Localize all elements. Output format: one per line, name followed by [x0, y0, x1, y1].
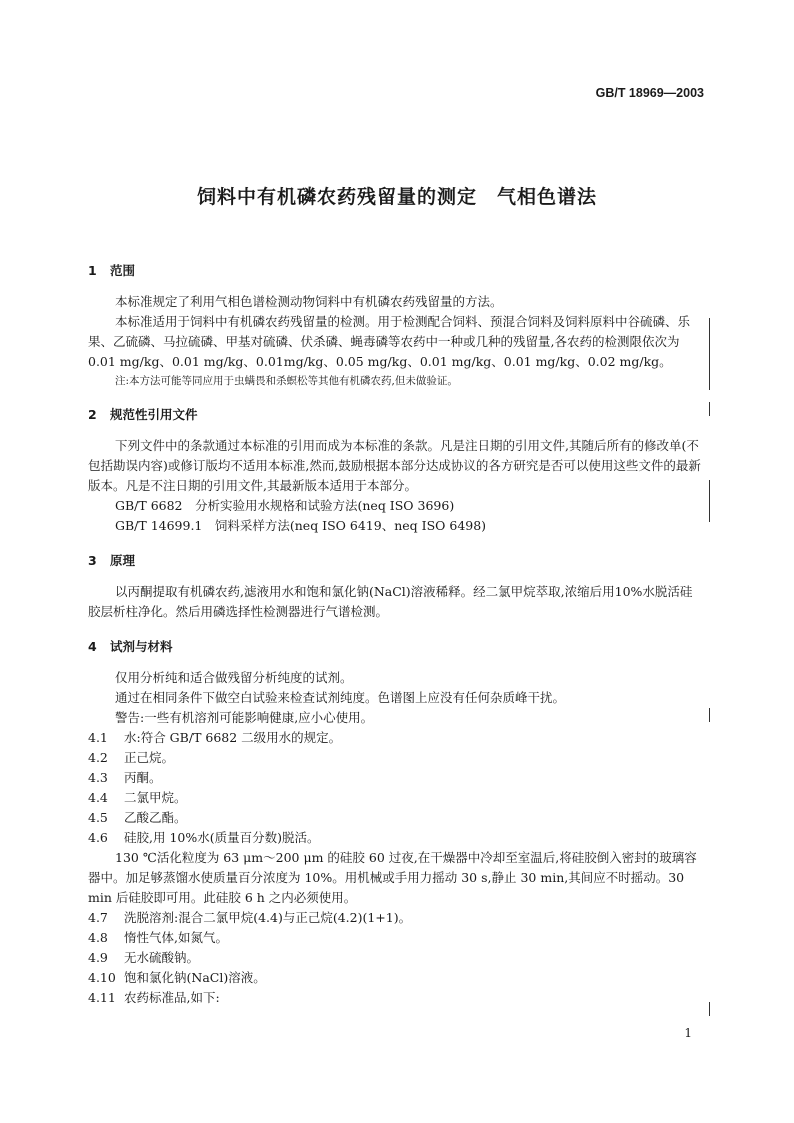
document-title: 饲料中有机磷农药残留量的测定 气相色谱法 — [196, 186, 597, 208]
change-bar — [709, 480, 710, 522]
reagent-item: 4.8 惰性气体,如氮气。 — [88, 930, 228, 945]
reference-item-2: GB/T 14699.1 饲料采样方法(neq ISO 6419、neq ISO 6498) — [115, 518, 487, 533]
principle-paragraph: 以丙酮提取有机磷农药,滤液用水和饱和氯化钠(NaCl)溶液稀释。经二氯甲烷萃取,浓缩后用10%水脱活硅胶层析柱净化。然后用磷选择性检测器进行气谱检测。 — [88, 584, 693, 619]
references-paragraph: 下列文件中的条款通过本标准的引用而成为本标准的条款。凡是注日期的引用文件,其随后所有的修改单(不包括勘误内容)或修订版均不适用本标准,然而,鼓励根据本部分达成协议的各方研究是否可以使用这些文件的最新版本。凡是不注日期的引用文件,其最新版本适用于本部分。 — [88, 438, 701, 493]
change-bar — [709, 318, 710, 390]
section-heading-scope: 1 范围 — [88, 263, 136, 278]
reagents-warning: 警告:一些有机溶剂可能影响健康,应小心使用。 — [115, 710, 374, 725]
reagent-item: 4.10 饱和氯化钠(NaCl)溶液。 — [88, 970, 266, 985]
change-bar — [709, 708, 710, 722]
reference-item-1: GB/T 6682 分析实验用水规格和试验方法(neq ISO 3696) — [115, 498, 455, 513]
reagent-item: 4.4 二氯甲烷。 — [88, 790, 187, 805]
scope-note: 注:本方法可能等同应用于虫螨畏和杀螟松等其他有机磷农药,但未做验证。 — [115, 375, 458, 387]
reagent-item: 4.6 硅胶,用 10%水(质量百分数)脱活。 — [88, 830, 320, 845]
scope-paragraph-2: 本标准适用于饲料中有机磷农药残留量的检测。用于检测配合饲料、预混合饲料及饲料原料中谷硫磷、乐果、乙硫磷、马拉硫磷、甲基对硫磷、伏杀磷、蝇毒磷等农药中一种或几种的残留量,各农药的检测限依次为 0.01 mg/kg、0.01 mg/kg、0.01mg/kg、0.05 mg/kg、0.01 mg/kg、0.01 mg/kg、0.02 mg/kg。 — [88, 314, 691, 369]
silica-activation-paragraph: 130 ℃活化粒度为 63 μm～200 μm 的硅胶 60 过夜,在干燥器中冷却至室温后,将硅胶倒入密封的玻璃容器中。加足够蒸馏水使质量百分浓度为 10%。用机械或手用力摇动 30 s,静止 30 min,其间应不时摇动。30 min 后硅胶即可用。此硅胶 6 h 之内必须使用。 — [88, 850, 697, 905]
section-heading-references: 2 规范性引用文件 — [88, 407, 198, 422]
reagent-item: 4.1 水:符合 GB/T 6682 二级用水的规定。 — [88, 730, 342, 745]
section-heading-reagents: 4 试剂与材料 — [88, 639, 173, 654]
reagent-item: 4.7 洗脱溶剂:混合二氯甲烷(4.4)与正己烷(4.2)(1+1)。 — [88, 910, 412, 925]
standard-number: GB/T 18969—2003 — [595, 86, 704, 100]
reagent-item: 4.9 无水硫酸钠。 — [88, 950, 200, 965]
page-number: 1 — [684, 1026, 692, 1040]
section-heading-principle: 3 原理 — [88, 553, 136, 568]
scope-paragraph-1: 本标准规定了利用气相色谱检测动物饲料中有机磷农药残留量的方法。 — [115, 294, 503, 309]
reagents-paragraph-1: 仅用分析纯和适合做残留分析纯度的试剂。 — [115, 670, 353, 685]
reagent-item: 4.2 正己烷。 — [88, 750, 175, 765]
reagent-item: 4.3 丙酮。 — [88, 770, 162, 785]
reagents-paragraph-2: 通过在相同条件下做空白试验来检查试剂纯度。色谱图上应没有任何杂质峰干扰。 — [115, 690, 566, 705]
reagent-item: 4.5 乙酸乙酯。 — [88, 810, 187, 825]
reagent-item: 4.11 农药标准品,如下: — [88, 990, 220, 1005]
change-bar — [709, 1002, 710, 1016]
document-body — [88, 262, 704, 1008]
change-bar — [709, 402, 710, 416]
